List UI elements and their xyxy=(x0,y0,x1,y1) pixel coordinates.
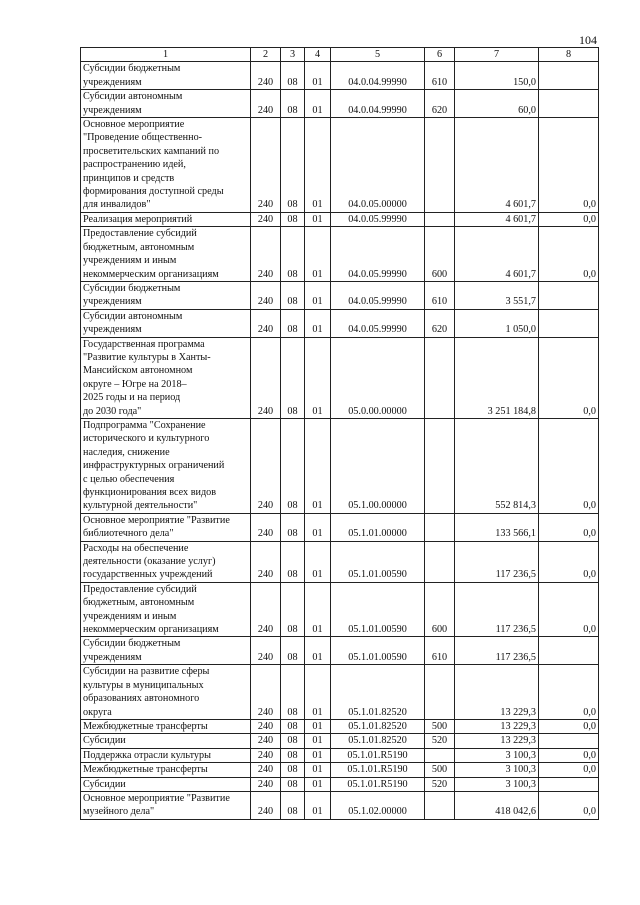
table-header-row xyxy=(81,48,599,62)
row-name-cell: Субсидии бюджетным учреждениям xyxy=(81,281,251,309)
section-code-cell: 08 xyxy=(281,62,305,90)
subsection-code-cell: 01 xyxy=(305,582,331,637)
section-code-cell: 08 xyxy=(281,309,305,337)
expense-type-cell: 620 xyxy=(425,309,455,337)
subsection-code-cell: 01 xyxy=(305,734,331,748)
section-code-cell: 08 xyxy=(281,637,305,665)
section-code-cell: 08 xyxy=(281,719,305,733)
expense-type-cell: 520 xyxy=(425,734,455,748)
table-row xyxy=(81,582,599,637)
section-code-cell: 08 xyxy=(281,582,305,637)
expense-type-cell xyxy=(425,791,455,819)
row-name-cell: Государственная программа "Развитие культуры в Ханты- Мансийском автономном округе – Югре на 2018– 2025 годы и на период до 2030 года" xyxy=(81,337,251,418)
row-name-cell: Предоставление субсидий бюджетным, автономным учреждениям и иным некоммерческим организациям xyxy=(81,582,251,637)
target-article-cell: 04.0.05.99990 xyxy=(331,309,425,337)
ministry-code-cell: 240 xyxy=(251,582,281,637)
expense-type-cell xyxy=(425,748,455,762)
row-name-cell: Основное мероприятие "Развитие библиотечного дела" xyxy=(81,513,251,541)
section-code-cell: 08 xyxy=(281,748,305,762)
target-article-cell: 05.1.01.R5190 xyxy=(331,777,425,791)
column-header: 6 xyxy=(425,48,455,62)
ministry-code-cell: 240 xyxy=(251,418,281,513)
table-row xyxy=(81,212,599,226)
table-row xyxy=(81,62,599,90)
federal-amount-cell xyxy=(539,90,599,118)
ministry-code-cell: 240 xyxy=(251,541,281,582)
section-code-cell: 08 xyxy=(281,227,305,282)
expense-type-cell xyxy=(425,541,455,582)
amount-cell: 4 601,7 xyxy=(455,118,539,213)
ministry-code-cell: 240 xyxy=(251,637,281,665)
row-name-cell: Субсидии бюджетным учреждениям xyxy=(81,637,251,665)
subsection-code-cell: 01 xyxy=(305,541,331,582)
federal-amount-cell xyxy=(539,734,599,748)
row-name-cell: Подпрограмма "Сохранение исторического и культурного наследия, снижение инфраструктурных ограничений с целью обеспечения функционирования всех видов культурной деятельности" xyxy=(81,418,251,513)
table-row xyxy=(81,637,599,665)
section-code-cell: 08 xyxy=(281,118,305,213)
subsection-code-cell: 01 xyxy=(305,118,331,213)
subsection-code-cell: 01 xyxy=(305,418,331,513)
ministry-code-cell: 240 xyxy=(251,227,281,282)
amount-cell: 3 551,7 xyxy=(455,281,539,309)
section-code-cell: 08 xyxy=(281,541,305,582)
target-article-cell: 04.0.04.99990 xyxy=(331,90,425,118)
ministry-code-cell: 240 xyxy=(251,777,281,791)
target-article-cell: 04.0.05.99990 xyxy=(331,212,425,226)
table-body xyxy=(81,62,599,819)
subsection-code-cell: 01 xyxy=(305,777,331,791)
table-row xyxy=(81,337,599,418)
amount-cell: 117 236,5 xyxy=(455,582,539,637)
table-row xyxy=(81,118,599,213)
amount-cell: 60,0 xyxy=(455,90,539,118)
expense-type-cell: 620 xyxy=(425,90,455,118)
ministry-code-cell: 240 xyxy=(251,665,281,720)
row-name-cell: Субсидии автономным учреждениям xyxy=(81,309,251,337)
amount-cell: 117 236,5 xyxy=(455,637,539,665)
amount-cell: 3 251 184,8 xyxy=(455,337,539,418)
column-header: 1 xyxy=(81,48,251,62)
amount-cell: 4 601,7 xyxy=(455,227,539,282)
section-code-cell: 08 xyxy=(281,90,305,118)
column-header: 4 xyxy=(305,48,331,62)
ministry-code-cell: 240 xyxy=(251,763,281,777)
row-name-cell: Субсидии xyxy=(81,734,251,748)
federal-amount-cell xyxy=(539,777,599,791)
section-code-cell: 08 xyxy=(281,734,305,748)
federal-amount-cell: 0,0 xyxy=(539,227,599,282)
table-row xyxy=(81,418,599,513)
expense-type-cell: 610 xyxy=(425,637,455,665)
federal-amount-cell: 0,0 xyxy=(539,418,599,513)
subsection-code-cell: 01 xyxy=(305,281,331,309)
row-name-cell: Межбюджетные трансферты xyxy=(81,719,251,733)
target-article-cell: 05.1.01.R5190 xyxy=(331,763,425,777)
amount-cell: 552 814,3 xyxy=(455,418,539,513)
ministry-code-cell: 240 xyxy=(251,309,281,337)
section-code-cell: 08 xyxy=(281,777,305,791)
expense-type-cell: 610 xyxy=(425,62,455,90)
target-article-cell: 05.1.01.R5190 xyxy=(331,748,425,762)
target-article-cell: 05.1.01.00000 xyxy=(331,513,425,541)
section-code-cell: 08 xyxy=(281,337,305,418)
federal-amount-cell: 0,0 xyxy=(539,513,599,541)
table-row xyxy=(81,791,599,819)
amount-cell: 418 042,6 xyxy=(455,791,539,819)
subsection-code-cell: 01 xyxy=(305,309,331,337)
federal-amount-cell: 0,0 xyxy=(539,719,599,733)
federal-amount-cell: 0,0 xyxy=(539,763,599,777)
federal-amount-cell xyxy=(539,62,599,90)
table-row xyxy=(81,777,599,791)
row-name-cell: Реализация мероприятий xyxy=(81,212,251,226)
expense-type-cell xyxy=(425,513,455,541)
subsection-code-cell: 01 xyxy=(305,90,331,118)
row-name-cell: Поддержка отрасли культуры xyxy=(81,748,251,762)
amount-cell: 13 229,3 xyxy=(455,665,539,720)
ministry-code-cell: 240 xyxy=(251,513,281,541)
section-code-cell: 08 xyxy=(281,763,305,777)
expense-type-cell xyxy=(425,118,455,213)
expense-type-cell: 610 xyxy=(425,281,455,309)
target-article-cell: 04.0.05.99990 xyxy=(331,281,425,309)
row-name-cell: Субсидии xyxy=(81,777,251,791)
expense-type-cell: 500 xyxy=(425,719,455,733)
target-article-cell: 05.1.01.82520 xyxy=(331,719,425,733)
section-code-cell: 08 xyxy=(281,418,305,513)
expense-type-cell: 520 xyxy=(425,777,455,791)
column-header: 3 xyxy=(281,48,305,62)
row-name-cell: Предоставление субсидий бюджетным, автономным учреждениям и иным некоммерческим организациям xyxy=(81,227,251,282)
amount-cell: 117 236,5 xyxy=(455,541,539,582)
table-row xyxy=(81,665,599,720)
column-header: 5 xyxy=(331,48,425,62)
expense-type-cell: 600 xyxy=(425,582,455,637)
expense-type-cell xyxy=(425,337,455,418)
ministry-code-cell: 240 xyxy=(251,791,281,819)
row-name-cell: Субсидии на развитие сферы культуры в муниципальных образованиях автономного округа xyxy=(81,665,251,720)
expense-type-cell: 500 xyxy=(425,763,455,777)
expense-type-cell: 600 xyxy=(425,227,455,282)
subsection-code-cell: 01 xyxy=(305,337,331,418)
table-row xyxy=(81,763,599,777)
section-code-cell: 08 xyxy=(281,281,305,309)
expense-type-cell xyxy=(425,665,455,720)
subsection-code-cell: 01 xyxy=(305,748,331,762)
ministry-code-cell: 240 xyxy=(251,62,281,90)
subsection-code-cell: 01 xyxy=(305,763,331,777)
subsection-code-cell: 01 xyxy=(305,665,331,720)
target-article-cell: 05.1.00.00000 xyxy=(331,418,425,513)
target-article-cell: 04.0.04.99990 xyxy=(331,62,425,90)
column-header: 8 xyxy=(539,48,599,62)
ministry-code-cell: 240 xyxy=(251,337,281,418)
federal-amount-cell xyxy=(539,281,599,309)
budget-table xyxy=(80,47,599,820)
row-name-cell: Субсидии бюджетным учреждениям xyxy=(81,62,251,90)
row-name-cell: Субсидии автономным учреждениям xyxy=(81,90,251,118)
section-code-cell: 08 xyxy=(281,791,305,819)
row-name-cell: Межбюджетные трансферты xyxy=(81,763,251,777)
amount-cell: 3 100,3 xyxy=(455,748,539,762)
subsection-code-cell: 01 xyxy=(305,719,331,733)
amount-cell: 3 100,3 xyxy=(455,777,539,791)
federal-amount-cell xyxy=(539,309,599,337)
subsection-code-cell: 01 xyxy=(305,227,331,282)
subsection-code-cell: 01 xyxy=(305,62,331,90)
table-row xyxy=(81,309,599,337)
row-name-cell: Расходы на обеспечение деятельности (оказание услуг) государственных учреждений xyxy=(81,541,251,582)
row-name-cell: Основное мероприятие "Проведение общественно- просветительских кампаний по распространению идей, принципов и средств формирования доступной среды для инвалидов" xyxy=(81,118,251,213)
expense-type-cell xyxy=(425,418,455,513)
page-number: 104 xyxy=(579,33,597,47)
ministry-code-cell: 240 xyxy=(251,719,281,733)
federal-amount-cell: 0,0 xyxy=(539,118,599,213)
subsection-code-cell: 01 xyxy=(305,212,331,226)
target-article-cell: 05.1.01.82520 xyxy=(331,734,425,748)
target-article-cell: 05.1.01.00590 xyxy=(331,637,425,665)
expense-type-cell xyxy=(425,212,455,226)
amount-cell: 4 601,7 xyxy=(455,212,539,226)
ministry-code-cell: 240 xyxy=(251,212,281,226)
table-row xyxy=(81,90,599,118)
table-row xyxy=(81,719,599,733)
table-row xyxy=(81,734,599,748)
federal-amount-cell: 0,0 xyxy=(539,665,599,720)
amount-cell: 133 566,1 xyxy=(455,513,539,541)
amount-cell: 1 050,0 xyxy=(455,309,539,337)
subsection-code-cell: 01 xyxy=(305,637,331,665)
target-article-cell: 05.1.02.00000 xyxy=(331,791,425,819)
target-article-cell: 05.1.01.00590 xyxy=(331,582,425,637)
ministry-code-cell: 240 xyxy=(251,748,281,762)
amount-cell: 150,0 xyxy=(455,62,539,90)
table-row xyxy=(81,748,599,762)
federal-amount-cell: 0,0 xyxy=(539,212,599,226)
section-code-cell: 08 xyxy=(281,513,305,541)
ministry-code-cell: 240 xyxy=(251,118,281,213)
column-header: 2 xyxy=(251,48,281,62)
section-code-cell: 08 xyxy=(281,212,305,226)
target-article-cell: 05.1.01.00590 xyxy=(331,541,425,582)
federal-amount-cell: 0,0 xyxy=(539,541,599,582)
table-row xyxy=(81,281,599,309)
subsection-code-cell: 01 xyxy=(305,791,331,819)
target-article-cell: 05.0.00.00000 xyxy=(331,337,425,418)
federal-amount-cell: 0,0 xyxy=(539,748,599,762)
subsection-code-cell: 01 xyxy=(305,513,331,541)
table-row xyxy=(81,227,599,282)
amount-cell: 3 100,3 xyxy=(455,763,539,777)
target-article-cell: 05.1.01.82520 xyxy=(331,665,425,720)
ministry-code-cell: 240 xyxy=(251,90,281,118)
ministry-code-cell: 240 xyxy=(251,734,281,748)
target-article-cell: 04.0.05.99990 xyxy=(331,227,425,282)
column-header: 7 xyxy=(455,48,539,62)
target-article-cell: 04.0.05.00000 xyxy=(331,118,425,213)
section-code-cell: 08 xyxy=(281,665,305,720)
federal-amount-cell: 0,0 xyxy=(539,582,599,637)
amount-cell: 13 229,3 xyxy=(455,734,539,748)
ministry-code-cell: 240 xyxy=(251,281,281,309)
federal-amount-cell xyxy=(539,637,599,665)
table-row xyxy=(81,541,599,582)
table-row xyxy=(81,513,599,541)
amount-cell: 13 229,3 xyxy=(455,719,539,733)
federal-amount-cell: 0,0 xyxy=(539,337,599,418)
federal-amount-cell: 0,0 xyxy=(539,791,599,819)
row-name-cell: Основное мероприятие "Развитие музейного дела" xyxy=(81,791,251,819)
